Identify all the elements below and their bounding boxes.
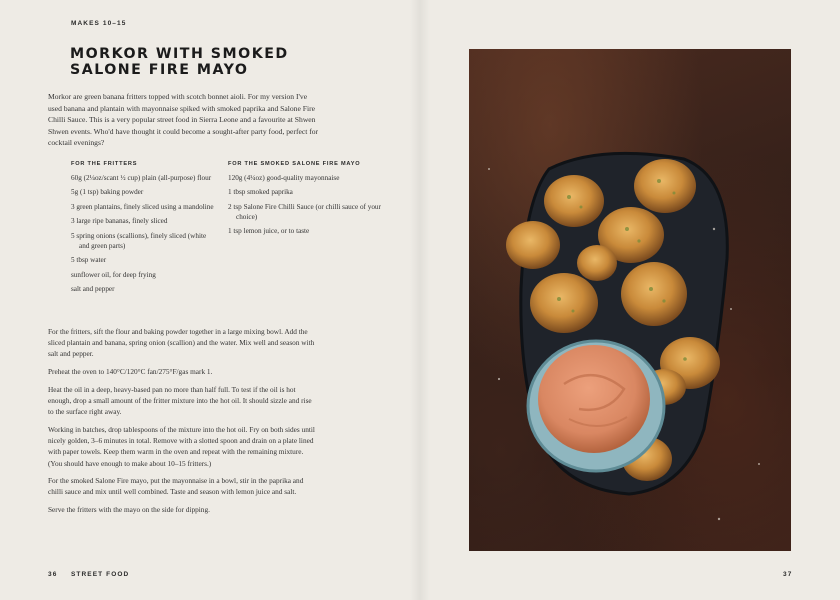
method-paragraph: Working in batches, drop tablespoons of the mixture into the hot oil. Fry on both sides until nicely golden, 3–6 minutes in total. Remove with a slotted spoon and drain on a plate lined with paper towels. Keep them warm in the oven and repeat with the remaining mixture. (You should have enough to make about 10–15 fritters.) [48, 424, 315, 468]
food-photo-illustration [469, 49, 791, 551]
fritter [544, 175, 604, 227]
ingredient-item: 1 tbsp smoked paprika [228, 188, 293, 197]
ingredient-item: 2 tsp Salone Fire Chilli Sauce (or chilli sauce of your choice) [228, 202, 381, 221]
ingredient-item: 1 tsp lemon juice, or to taste [228, 227, 310, 236]
mayo-ingredient-list [228, 174, 388, 237]
book-gutter [410, 0, 430, 600]
ingredient-item: salt and pepper [71, 285, 115, 294]
method-paragraph: For the smoked Salone Fire mayo, put the mayonnaise in a bowl, stir in the paprika and chilli sauce and mix until well combined. Taste and season with lemon juice and salt. [48, 476, 304, 497]
mayo-heading: FOR THE SMOKED SALONE FIRE MAYO [228, 161, 361, 167]
ingredient-item: 5g (1 tsp) baking powder [71, 188, 144, 197]
method-paragraph: Preheat the oven to 140°C/120°C fan/275°F/gas mark 1. [48, 367, 213, 377]
smoked-mayo-dip [538, 345, 650, 453]
fritter [506, 221, 560, 269]
ingredient-item: 3 green plantains, finely sliced using a mandoline [71, 202, 214, 211]
fritters-heading: FOR THE FRITTERS [71, 161, 138, 167]
food-photo [469, 49, 791, 551]
fritter [621, 262, 687, 326]
ingredient-item: sunflower oil, for deep frying [71, 270, 156, 279]
method-steps [48, 326, 318, 522]
ingredient-item: 5 tbsp water [71, 256, 107, 265]
right-page-number: 37 [783, 571, 793, 578]
method-paragraph: Heat the oil in a deep, heavy-based pan no more than half full. To test if the oil is hot enough, drop a small amount of the fritter mixture into the hot oil. It should sizzle and rise to the surface right away. [48, 384, 312, 417]
fritters-ingredient-list [71, 174, 217, 295]
ingredient-item: 60g (2¼oz/scant ½ cup) plain (all-purpose) flour [71, 174, 212, 182]
fritters-ingredients [71, 161, 217, 300]
fritter [530, 273, 598, 333]
recipe-title-line-2: SALONE FIRE MAYO [70, 62, 249, 78]
mayo-ingredients [228, 161, 388, 242]
ingredient-item: 5 spring onions (scallions), finely sliced (white and green parts) [71, 231, 207, 250]
recipe-title [70, 46, 289, 78]
ingredient-item: 3 large ripe bananas, finely sliced [71, 217, 168, 226]
ingredient-item: 120g (4¼oz) good-quality mayonnaise [228, 174, 340, 182]
method-paragraph: Serve the fritters with the mayo on the side for dipping. [48, 505, 210, 515]
section-name: STREET FOOD [71, 571, 130, 578]
recipe-title-line-1: MORKOR WITH SMOKED [70, 46, 289, 62]
yield-label: MAKES 10–15 [71, 20, 127, 27]
intro-paragraph: Morkor are green banana fritters topped with scotch bonnet aioli. For my version I've used banana and plantain with mayonnaise spiked with smoked paprika and Salone Fire Chilli Sauce. This is a very popular street food in Sierra Leone and a favourite at Shwen Shwen events. Who'd have thought it could become a sought-after party food, perfect for cocktail evenings? [48, 92, 319, 147]
fritter [634, 159, 696, 213]
left-page-number: 36 [48, 571, 58, 578]
method-paragraph: For the fritters, sift the flour and baking powder together in a large mixing bowl. Add the sliced plantain and banana, spring onion (scallion) and the water. Mix well and season with salt and pepper. [48, 327, 315, 359]
fritter [577, 245, 617, 281]
